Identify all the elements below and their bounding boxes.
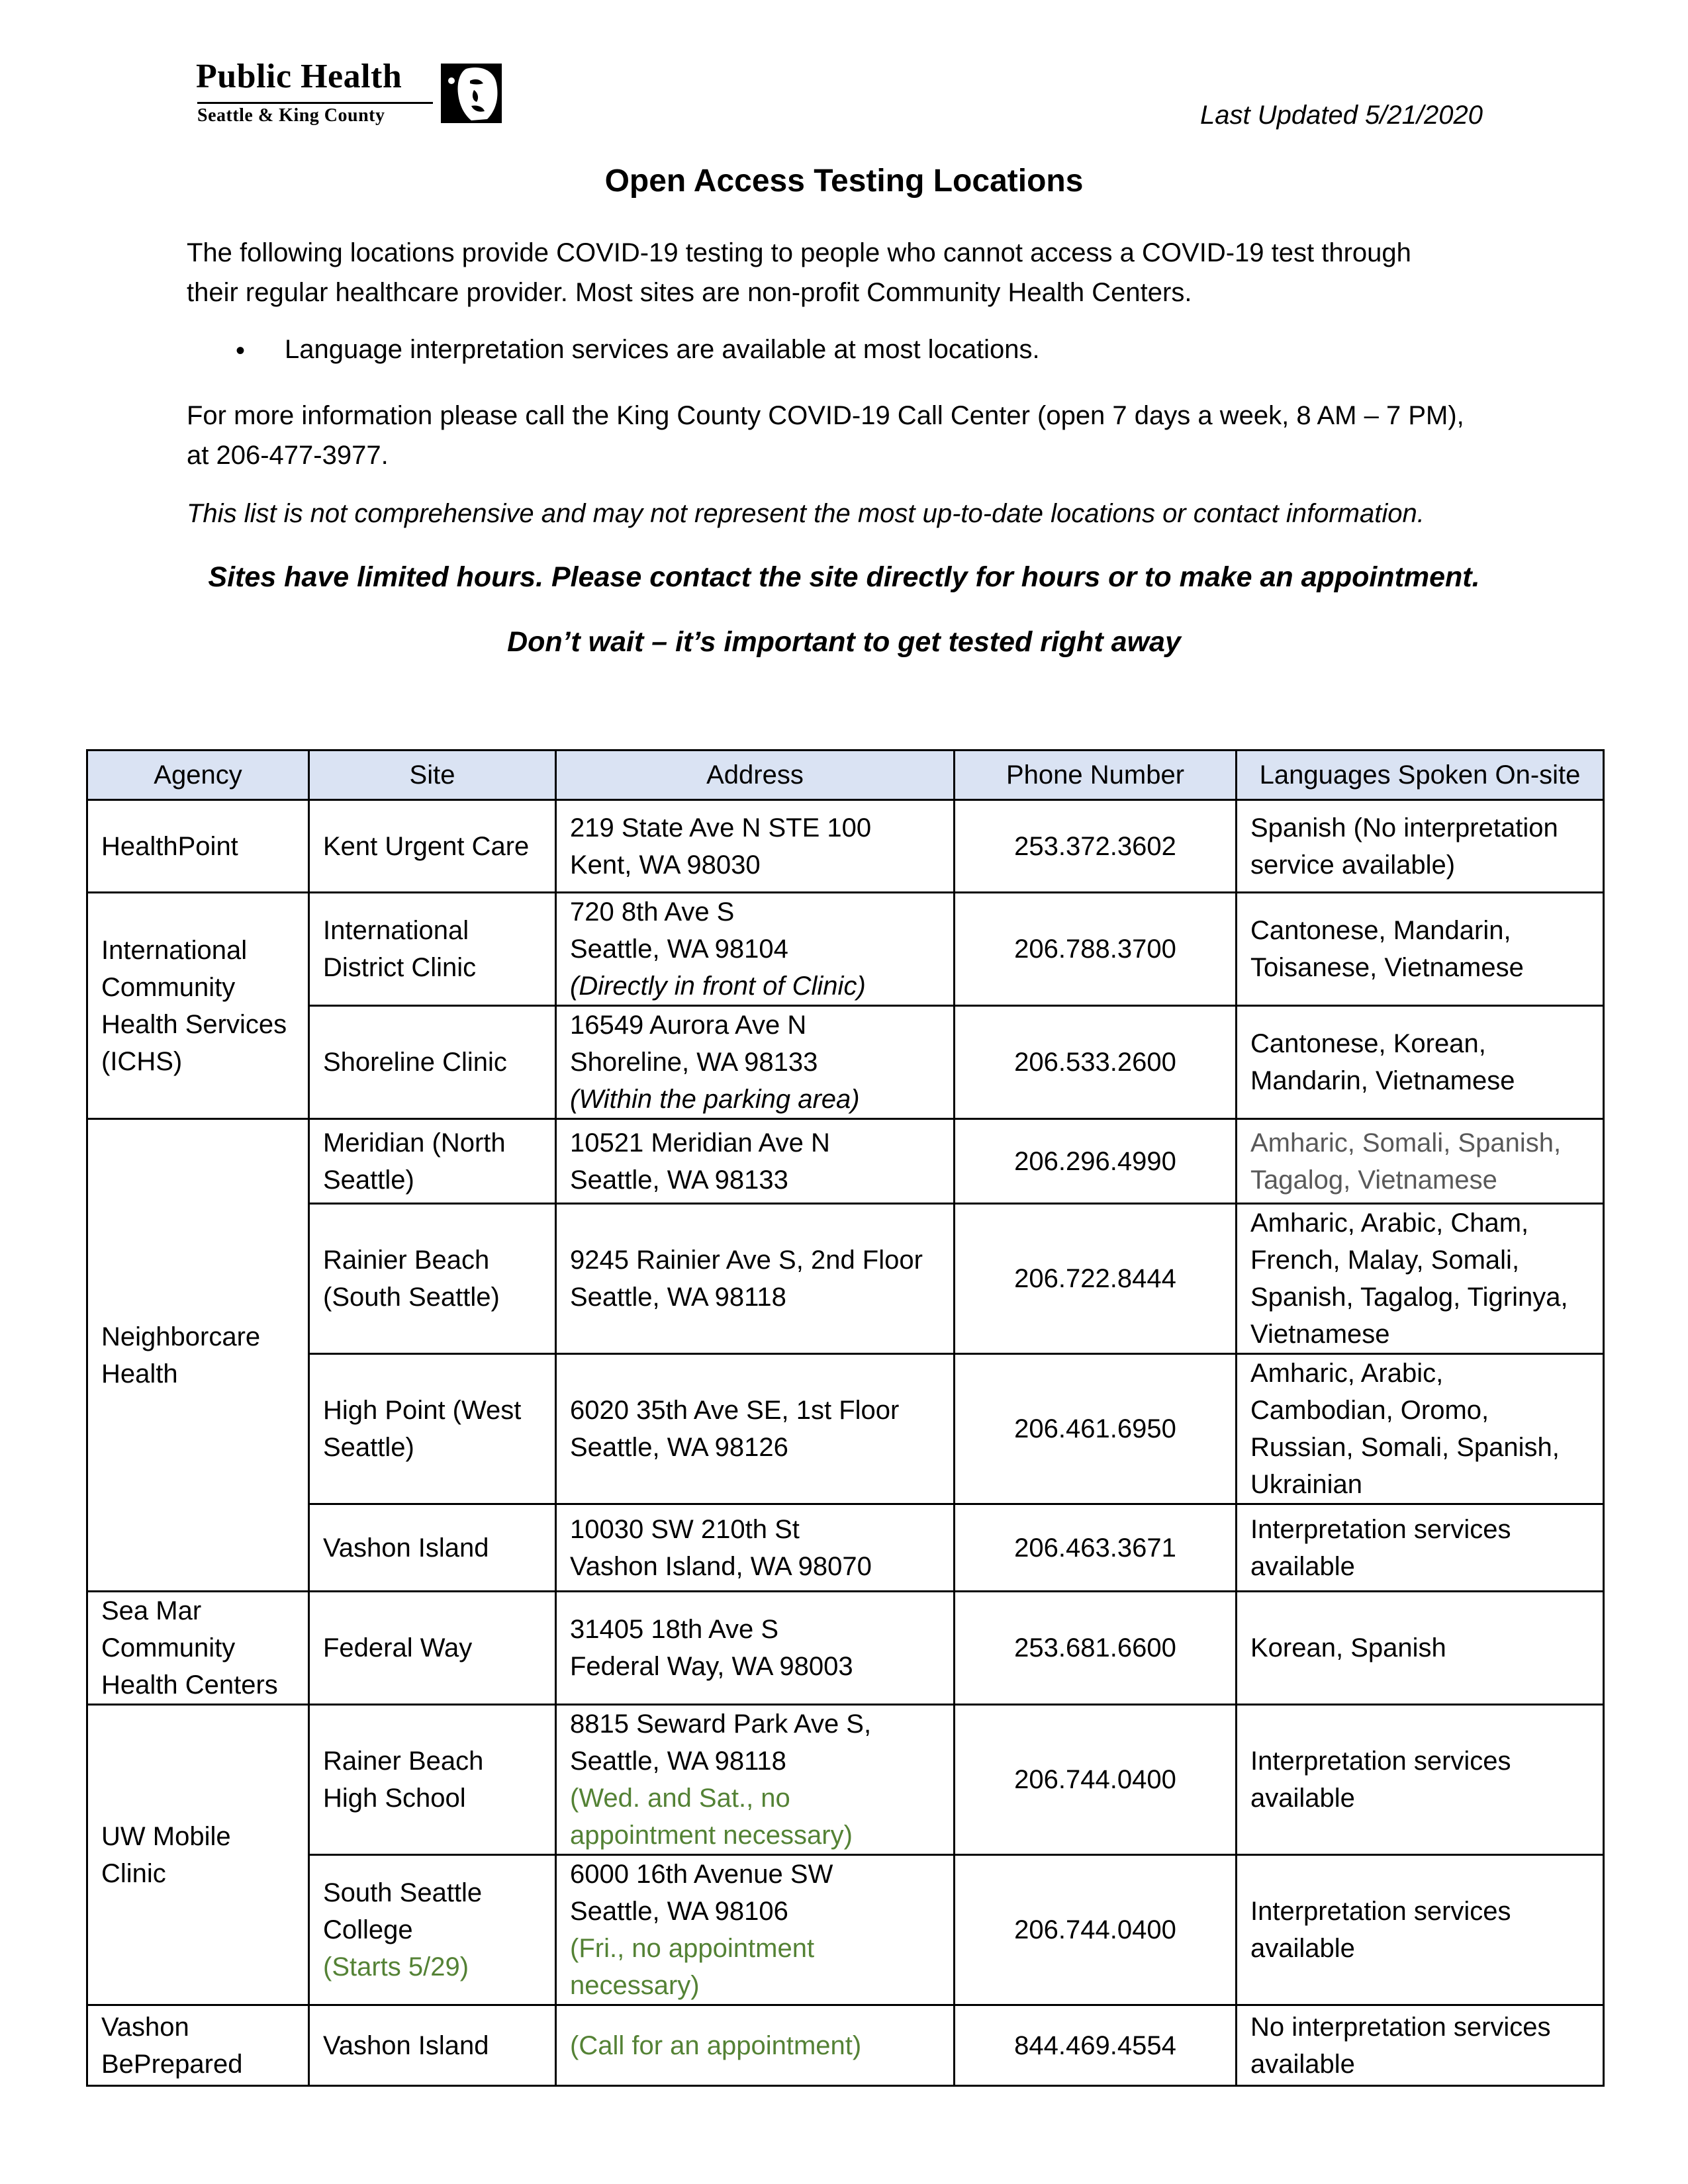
- site-cell: Rainer Beach High School: [309, 1705, 556, 1855]
- address-cell: 8815 Seward Park Ave S, Seattle, WA 98118 (Wed. and Sat., no appointment necessary): [556, 1705, 955, 1855]
- intro-line-2: their regular healthcare provider. Most sites are non-profit Community Health Centers.: [187, 278, 1192, 307]
- address-note: (Directly in front of Clinic): [570, 972, 866, 1001]
- table-row: [87, 1119, 1604, 1204]
- agency-cell: HealthPoint: [87, 800, 309, 893]
- col-phone: Phone Number: [955, 751, 1237, 800]
- address-cell: 720 8th Ave S Seattle, WA 98104 (Directly in front of Clinic): [556, 893, 955, 1006]
- disclaimer: This list is not comprehensive and may not represent the most up-to-date locations or contact information.: [187, 499, 1425, 528]
- site-note: (Starts 5/29): [323, 1952, 469, 1981]
- languages-cell: Spanish (No interpretation service available): [1237, 800, 1604, 893]
- site-cell: Kent Urgent Care: [309, 800, 556, 893]
- agency-cell: International Community Health Services (ICHS): [87, 893, 309, 1119]
- languages-cell: Amharic, Arabic, Cambodian, Oromo, Russian, Somali, Spanish, Ukrainian: [1237, 1354, 1604, 1504]
- languages-cell: Interpretation services available: [1237, 1504, 1604, 1592]
- site-cell: Shoreline Clinic: [309, 1006, 556, 1119]
- languages-cell: Interpretation services available: [1237, 1705, 1604, 1855]
- public-health-logo: [196, 58, 507, 127]
- address-cell: 9245 Rainier Ave S, 2nd Floor Seattle, WA 98118: [556, 1204, 955, 1354]
- intro-line-1: The following locations provide COVID-19 testing to people who cannot access a COVID-19 test through: [187, 238, 1411, 267]
- address-note: (Fri., no appointment necessary): [570, 1934, 815, 2000]
- notice-dont-wait: Don’t wait – it’s important to get tested right away: [507, 626, 1181, 658]
- site-cell: High Point (West Seattle): [309, 1354, 556, 1504]
- phone-cell[interactable]: 253.372.3602: [955, 800, 1237, 893]
- phone-cell[interactable]: 206.463.3671: [955, 1504, 1237, 1592]
- address-note: (Call for an appointment): [570, 2030, 862, 2060]
- address-cell: 10521 Meridian Ave N Seattle, WA 98133: [556, 1119, 955, 1204]
- table-header-row: [87, 751, 1604, 800]
- table-row: [87, 1006, 1604, 1119]
- bullet-text: Language interpretation services are available at most locations.: [285, 335, 1040, 364]
- col-site: Site: [309, 751, 556, 800]
- site-cell: Vashon Island: [309, 2005, 556, 2086]
- address-cell: 31405 18th Ave S Federal Way, WA 98003: [556, 1592, 955, 1705]
- languages-cell: Amharic, Somali, Spanish, Tagalog, Vietnamese: [1237, 1119, 1604, 1204]
- info-paragraph: [187, 396, 1544, 475]
- phone-cell[interactable]: 253.681.6600: [955, 1592, 1237, 1705]
- languages-cell: Korean, Spanish: [1237, 1592, 1604, 1705]
- address-cell: 10030 SW 210th St Vashon Island, WA 98070: [556, 1504, 955, 1592]
- phone-cell[interactable]: 206.533.2600: [955, 1006, 1237, 1119]
- logo-title: Public Health: [196, 58, 402, 95]
- phone-cell[interactable]: 206.744.0400: [955, 1855, 1237, 2005]
- languages-cell: Cantonese, Mandarin, Toisanese, Vietnamese: [1237, 893, 1604, 1006]
- agency-cell: Vashon BePrepared: [87, 2005, 309, 2086]
- address-cell: 16549 Aurora Ave N Shoreline, WA 98133 (Within the parking area): [556, 1006, 955, 1119]
- address-cell: 6020 35th Ave SE, 1st Floor Seattle, WA 98126: [556, 1354, 955, 1504]
- table-row: [87, 1504, 1604, 1592]
- phone-cell[interactable]: 206.744.0400: [955, 1705, 1237, 1855]
- table-row: [87, 1855, 1604, 2005]
- table-row: [87, 2005, 1604, 2086]
- table-row: [87, 1705, 1604, 1855]
- table-row: [87, 1204, 1604, 1354]
- phone-cell[interactable]: 206.788.3700: [955, 893, 1237, 1006]
- table-row: [87, 893, 1604, 1006]
- phone-cell[interactable]: 206.296.4990: [955, 1119, 1237, 1204]
- site-cell: Meridian (North Seattle): [309, 1119, 556, 1204]
- bullet-icon: •: [236, 336, 246, 365]
- col-languages: Languages Spoken On-site: [1237, 751, 1604, 800]
- page-title: Open Access Testing Locations: [604, 163, 1084, 199]
- address-cell: [556, 2005, 955, 2086]
- table-row: [87, 1354, 1604, 1504]
- logo-rule: [197, 102, 433, 104]
- notice-limited-hours: Sites have limited hours. Please contact the site directly for hours or to make an appointment.: [208, 561, 1480, 593]
- agency-cell: Neighborcare Health: [87, 1119, 309, 1592]
- address-cell: 6000 16th Avenue SW Seattle, WA 98106 (Fri., no appointment necessary): [556, 1855, 955, 2005]
- testing-locations-table: [86, 749, 1605, 2087]
- site-cell: Rainier Beach (South Seattle): [309, 1204, 556, 1354]
- info-line-2: at 206-477-3977.: [187, 441, 389, 470]
- address-cell: 219 State Ave N STE 100 Kent, WA 98030: [556, 800, 955, 893]
- site-cell: Federal Way: [309, 1592, 556, 1705]
- languages-cell: No interpretation services available: [1237, 2005, 1604, 2086]
- info-line-1: For more information please call the King County COVID-19 Call Center (open 7 days a week, 8 AM – 7 PM),: [187, 401, 1464, 430]
- agency-cell: Sea Mar Community Health Centers: [87, 1592, 309, 1705]
- site-cell: International District Clinic: [309, 893, 556, 1006]
- phone-cell[interactable]: 206.722.8444: [955, 1204, 1237, 1354]
- site-cell: South Seattle College (Starts 5/29): [309, 1855, 556, 2005]
- phone-cell[interactable]: 844.469.4554: [955, 2005, 1237, 2086]
- logo-subtitle: Seattle & King County: [197, 105, 385, 126]
- col-agency: Agency: [87, 751, 309, 800]
- address-note: (Within the parking area): [570, 1085, 860, 1114]
- site-cell: Vashon Island: [309, 1504, 556, 1592]
- col-address: Address: [556, 751, 955, 800]
- languages-cell: Amharic, Arabic, Cham, French, Malay, Somali, Spanish, Tagalog, Tigrinya, Vietnamese: [1237, 1204, 1604, 1354]
- face-silhouette-icon: [441, 64, 502, 123]
- languages-cell: Cantonese, Korean, Mandarin, Vietnamese: [1237, 1006, 1604, 1119]
- last-updated: Last Updated 5/21/2020: [1199, 101, 1483, 130]
- intro-paragraph: [187, 233, 1544, 312]
- table-row: [87, 800, 1604, 893]
- table-row: [87, 1592, 1604, 1705]
- languages-cell: Interpretation services available: [1237, 1855, 1604, 2005]
- address-note: (Wed. and Sat., no appointment necessary): [570, 1784, 853, 1850]
- phone-cell[interactable]: 206.461.6950: [955, 1354, 1237, 1504]
- agency-cell: UW Mobile Clinic: [87, 1705, 309, 2005]
